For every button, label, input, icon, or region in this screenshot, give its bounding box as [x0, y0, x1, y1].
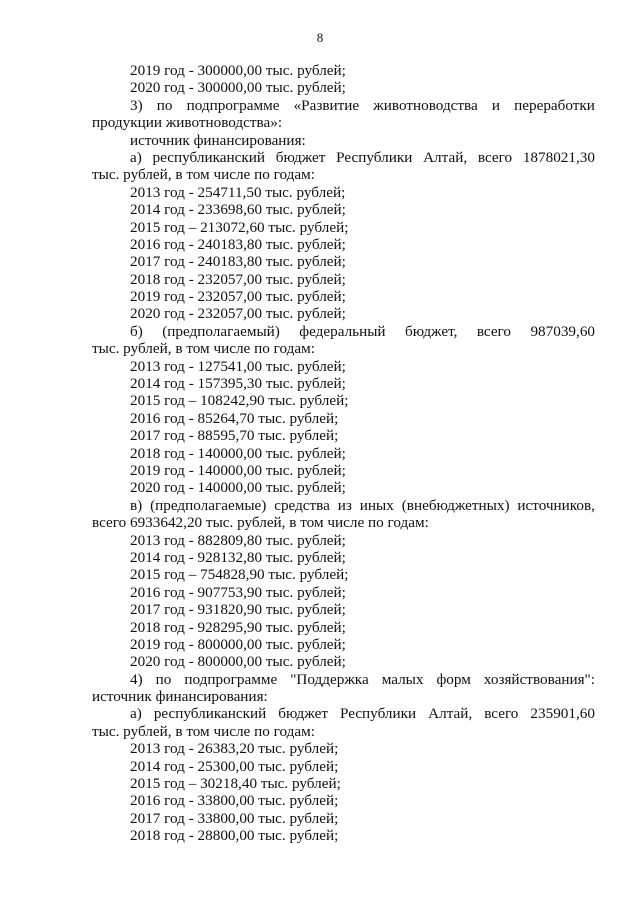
text-line: 2019 год - 800000,00 тыс. рублей; [130, 635, 346, 653]
text-line: всего 6933642,20 тыс. рублей, в том числе по годам: [92, 514, 429, 532]
word: в) [130, 496, 143, 514]
text-line: 2016 год - 33800,00 тыс. рублей; [130, 792, 339, 810]
word: малых [381, 670, 424, 688]
word: подпрограмме [184, 670, 278, 688]
text-line: 2020 год - 300000,00 тыс. рублей; [130, 79, 346, 97]
word: форм [436, 670, 471, 688]
text-line: 2020 год - 140000,00 тыс. рублей; [130, 479, 346, 497]
word: Республики [339, 705, 417, 723]
text-line: 2015 год – 754828,90 тыс. рублей; [130, 566, 349, 584]
text-line: 2014 год - 25300,00 тыс. рублей; [130, 757, 339, 775]
word: а) [130, 705, 142, 723]
text-line: тыс. рублей, в том числе по годам: [92, 722, 315, 740]
word: "Поддержка [290, 670, 369, 688]
text-line: 2014 год - 928132,80 тыс. рублей; [130, 548, 346, 566]
text-line: 2013 год - 127541,00 тыс. рублей; [130, 357, 346, 375]
word: иных [359, 496, 394, 514]
text-line: источник финансирования: [130, 131, 306, 149]
text-line: тыс. рублей, в том числе по годам: [92, 340, 315, 358]
text-line: 2018 год - 28800,00 тыс. рублей; [130, 827, 339, 845]
word: 4) [130, 670, 143, 688]
justified-line [92, 497, 595, 514]
justified-line [92, 149, 595, 166]
word: бюджет [275, 148, 326, 166]
text-line: 2015 год – 30218,40 тыс. рублей; [130, 775, 341, 793]
text-line: 2018 год - 140000,00 тыс. рублей; [130, 444, 346, 462]
word: б) [130, 322, 143, 340]
word: и [491, 96, 501, 114]
word: республиканский [153, 705, 267, 723]
text-line: 2020 год - 800000,00 тыс. рублей; [130, 653, 346, 671]
word: республиканский [152, 148, 265, 166]
text-line: 2018 год - 232057,00 тыс. рублей; [130, 270, 346, 288]
word: Республики [336, 148, 413, 166]
text-line: 2017 год - 240183,80 тыс. рублей; [130, 253, 346, 271]
word: хозяйствования": [483, 670, 595, 688]
text-line: 2016 год - 907753,90 тыс. рублей; [130, 583, 346, 601]
word: а) [130, 148, 142, 166]
word: средства [274, 496, 330, 514]
word: источников, [517, 496, 595, 514]
text-line: 2015 год – 108242,90 тыс. рублей; [130, 392, 349, 410]
word: 1878021,30 [522, 148, 595, 166]
word: по [155, 670, 172, 688]
justified-line [92, 671, 595, 688]
word: по [156, 96, 173, 114]
word: подпрограмме [186, 96, 280, 114]
text-line: 2013 год - 882809,80 тыс. рублей; [130, 531, 346, 549]
text-line: 2019 год - 300000,00 тыс. рублей; [130, 62, 346, 79]
word: всего [484, 705, 519, 723]
text-line: 2017 год - 88595,70 тыс. рублей; [130, 427, 339, 445]
justified-line [92, 705, 595, 722]
word: (внебюджетных) [401, 496, 510, 514]
text-line: 2018 год - 928295,90 тыс. рублей; [130, 618, 346, 636]
word: всего [477, 148, 513, 166]
text-line: 2015 год – 213072,60 тыс. рублей; [130, 218, 349, 236]
text-line: 2019 год - 140000,00 тыс. рублей; [130, 461, 346, 479]
word: 987039,60 [530, 322, 595, 340]
word: переработки [514, 96, 595, 114]
text-line: 2017 год - 33800,00 тыс. рублей; [130, 809, 339, 827]
text-line: 2019 год - 232057,00 тыс. рублей; [130, 288, 346, 306]
word: «Развитие [293, 96, 360, 114]
justified-line [92, 97, 595, 114]
word: Алтай, [428, 705, 473, 723]
text-line: 2017 год - 931820,90 тыс. рублей; [130, 601, 346, 619]
text-line: 2016 год - 240183,80 тыс. рублей; [130, 235, 346, 253]
word: бюджет, [405, 322, 458, 340]
text-line: 2014 год - 233698,60 тыс. рублей; [130, 201, 346, 219]
word: Алтай, [423, 148, 468, 166]
justified-line [92, 323, 595, 340]
word: бюджет [278, 705, 328, 723]
document-body [92, 62, 595, 845]
word: (предполагаемый) [162, 322, 280, 340]
text-line: тыс. рублей, в том числе по годам: [92, 166, 315, 184]
word: 235901,60 [530, 705, 595, 723]
text-line: 2013 год - 254711,50 тыс. рублей; [130, 183, 346, 201]
text-line: 2016 год - 85264,70 тыс. рублей; [130, 409, 339, 427]
text-line: источник финансирования: [92, 688, 268, 706]
text-line: продукции животноводства»: [92, 114, 283, 132]
word: 3) [130, 96, 143, 114]
page-number: 8 [316, 30, 324, 45]
word: из [337, 496, 352, 514]
word: федеральный [299, 322, 386, 340]
word: всего [476, 322, 512, 340]
text-line: 2014 год - 157395,30 тыс. рублей; [130, 375, 346, 393]
word: (предполагаемые) [150, 496, 267, 514]
word: животноводства [373, 96, 478, 114]
text-line: 2020 год - 232057,00 тыс. рублей; [130, 305, 346, 323]
text-line: 2013 год - 26383,20 тыс. рублей; [130, 740, 339, 758]
